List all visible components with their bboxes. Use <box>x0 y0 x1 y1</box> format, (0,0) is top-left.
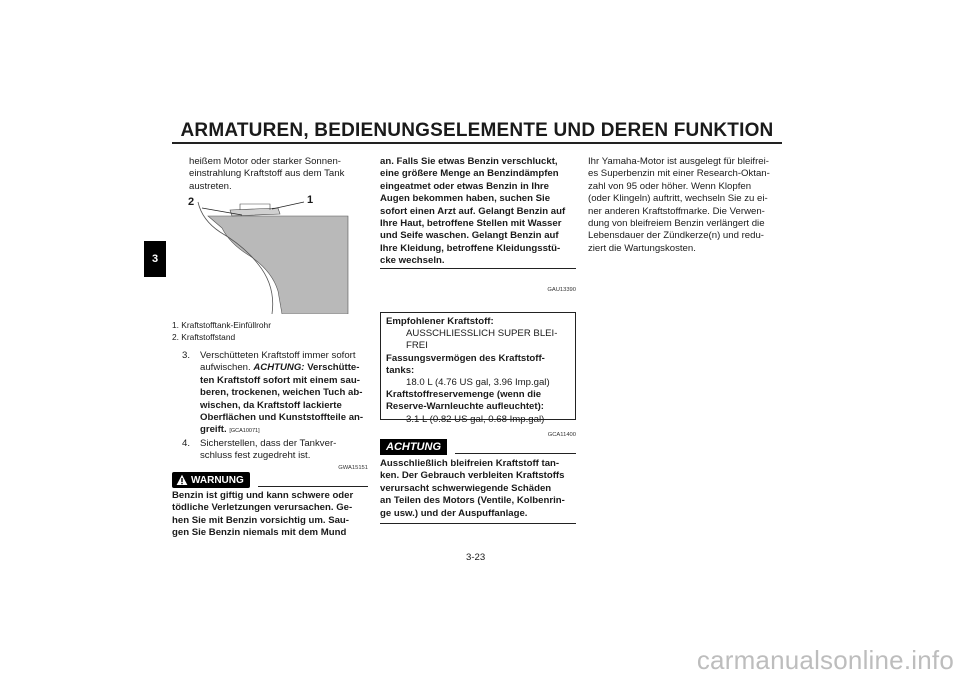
fuel-spec-box: Empfohlener Kraftstoff: AUSSCHLIESSLICH SUPER BLEI- FREI Fassungsvermögen des Kraftstoff- tanks: 18.0 L (4.76 US gal, 3.96 Imp.gal) Kraftstoffreservemenge (wenn die Reserve-Warnleuchte aufleuchtet): 3.1 L (0.82 US gal, 0.68 Imp.gal) <box>380 312 576 420</box>
warning-text: Benzin ist giftig und kann schwere oder tödliche Verletzungen verursachen. Ge- hen Sie mit Benzin vorsichtig um. Sau- gen Sie Benzin niemals mit dem Mund <box>172 490 354 539</box>
warning-end-rule <box>380 268 576 269</box>
section-code: GAU13390 <box>547 287 576 293</box>
warning-badge: WARNUNG <box>172 472 250 488</box>
fuel-tank-illustration <box>180 196 355 314</box>
column-3: Ihr Yamaha-Motor ist ausgelegt für bleifrei- es Superbenzin mit einer Research-Oktan- zahl von 95 oder höher. Wenn Klopfen (oder Klingeln) auftritt, wechseln Sie zu ei- ner anderen Kraftstoffmarke. Die Verwen- dung von bleifreiem Benzin verlängert die Lebensdauer der Zündkerze(n) und redu- ziert die Wartungskosten. <box>588 156 770 254</box>
caution-text: Ausschließlich bleifreien Kraftstoff tan- ken. Der Gebrauch verbleiten Kraftstoffs verursacht schwerwiegende Schäden an Teilen des Motors (Ventile, Kolbenrin- ge usw.) und der Auspuffanlage. <box>380 458 565 519</box>
warning-triangle-icon <box>176 474 188 486</box>
warning-header <box>172 472 368 488</box>
column-1 <box>172 156 368 193</box>
caution-header <box>380 439 576 455</box>
intro-text: heißem Motor oder starker Sonnen- einstrahlung Kraftstoff aus dem Tank austreten. <box>189 156 345 192</box>
fuel-tank-figure <box>180 196 355 314</box>
warning-code: GWA15151 <box>338 465 368 471</box>
page-title: ARMATUREN, BEDIENUNGSELEMENTE UND DEREN FUNKTION <box>180 120 774 141</box>
page-number: 3-23 <box>466 552 486 563</box>
step-4: 4. Sicherstellen, dass der Tankver- schluss fest zugedreht ist. <box>182 437 337 462</box>
caution-badge: ACHTUNG <box>380 439 447 455</box>
figure-caption: 1. Kraftstofftank-Einfüllrohr 2. Kraftstoffstand <box>172 320 271 342</box>
watermark: carmanualsonline.info <box>696 645 954 675</box>
chapter-tab: 3 <box>144 241 166 277</box>
callout-1: 1 <box>307 194 314 206</box>
callout-2: 2 <box>188 196 195 208</box>
caution-end-rule <box>380 523 576 524</box>
step-3: 3. Verschütteten Kraftstoff immer sofort aufwischen. ACHTUNG: Verschütte- ten Kraftstoff sofort mit einem sau- beren, trockenen, weichen Tuch ab- wischen, da Kraftstoff lackierte Oberflächen und Kunststoffteile an- greift. [GCA10071] 4. Sicherstellen, dass der Tankver- schluss fest zugedreht ist. <box>172 350 368 463</box>
header-rule <box>172 142 782 144</box>
warning-continued: an. Falls Sie etwas Benzin verschluckt, eine größere Menge an Benzindämpfen eingeatmet oder etwas Benzin in Ihre Augen bekommen haben, suchen Sie sofort einen Arzt auf. Gelangt Benzin auf Ihre Haut, betroffene Stellen mit Wasser und Seife waschen. Gelangt Benzin auf Ihre Kleidung, betroffene Kleidungsstü- cke wechseln. <box>380 156 566 267</box>
caution-code: GCA11400 <box>547 432 576 438</box>
